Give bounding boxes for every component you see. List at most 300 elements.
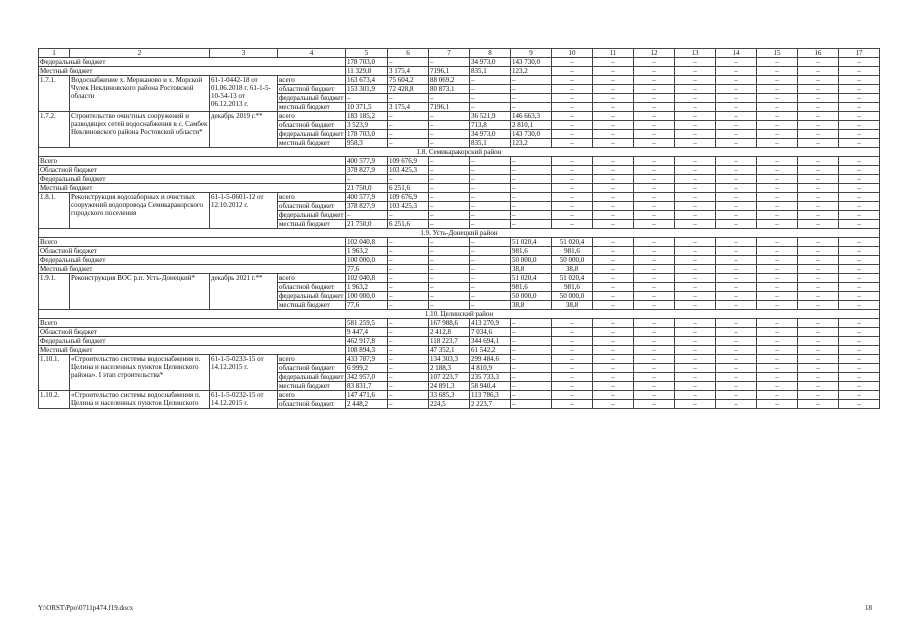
value-cell: – <box>798 292 839 301</box>
value-cell: – <box>757 247 798 256</box>
row-label: Всего <box>39 319 346 328</box>
value-cell: – <box>839 364 880 373</box>
value-cell: – <box>552 373 593 382</box>
value-cell: – <box>511 355 552 364</box>
value-cell: 123,2 <box>511 67 552 76</box>
value-cell: 2 188,3 <box>429 364 470 373</box>
value-cell: – <box>839 337 880 346</box>
column-header: 11 <box>593 49 634 58</box>
value-cell: – <box>429 130 470 139</box>
column-header: 15 <box>757 49 798 58</box>
value-cell: – <box>757 292 798 301</box>
value-cell: – <box>511 382 552 391</box>
summary-row <box>39 157 880 166</box>
value-cell: 7 034,6 <box>470 328 511 337</box>
funding-source: местный бюджет <box>278 301 346 310</box>
value-cell: – <box>757 130 798 139</box>
value-cell: – <box>675 382 716 391</box>
value-cell: – <box>839 103 880 112</box>
value-cell: – <box>716 175 757 184</box>
value-cell: – <box>839 121 880 130</box>
summary-row <box>39 58 880 67</box>
value-cell: – <box>429 283 470 292</box>
value-cell: – <box>593 391 634 400</box>
value-cell: – <box>634 391 675 400</box>
value-cell: – <box>634 175 675 184</box>
summary-row <box>39 319 880 328</box>
value-cell: – <box>634 400 675 409</box>
value-cell: 163 673,4 <box>346 76 388 85</box>
value-cell: – <box>429 121 470 130</box>
value-cell: – <box>798 400 839 409</box>
value-cell: – <box>839 211 880 220</box>
funding-source: местный бюджет <box>278 139 346 148</box>
value-cell: – <box>511 184 552 193</box>
value-cell: – <box>634 220 675 229</box>
value-cell: – <box>511 346 552 355</box>
value-cell: – <box>716 211 757 220</box>
value-cell: – <box>675 319 716 328</box>
value-cell: – <box>593 211 634 220</box>
value-cell: – <box>839 166 880 175</box>
value-cell: – <box>593 85 634 94</box>
value-cell: – <box>839 184 880 193</box>
item-name: «Строительство системы водоснабжения п. Целина и населенных пунктов Целинского района». I этап строительства* <box>70 355 210 391</box>
value-cell: – <box>716 103 757 112</box>
funding-source: федеральный бюджет <box>278 292 346 301</box>
value-cell: – <box>798 319 839 328</box>
value-cell: – <box>798 112 839 121</box>
item-name: Реконструкция водозаборных и очистных сооружений водопровода Семикаракорского городского поселения <box>70 193 210 229</box>
value-cell: – <box>757 67 798 76</box>
value-cell: – <box>634 355 675 364</box>
value-cell: – <box>388 265 429 274</box>
value-cell: – <box>839 58 880 67</box>
value-cell: – <box>470 238 511 247</box>
value-cell: – <box>798 373 839 382</box>
value-cell: – <box>593 166 634 175</box>
value-cell: – <box>716 247 757 256</box>
value-cell: – <box>552 211 593 220</box>
value-cell: – <box>634 202 675 211</box>
value-cell: 50 000,0 <box>552 256 593 265</box>
summary-row <box>39 67 880 76</box>
row-label: Местный бюджет <box>39 265 346 274</box>
value-cell: – <box>716 301 757 310</box>
value-cell: – <box>757 85 798 94</box>
value-cell: 143 730,0 <box>511 130 552 139</box>
value-cell: – <box>388 58 429 67</box>
value-cell: – <box>757 157 798 166</box>
value-cell: 51 020,4 <box>552 238 593 247</box>
value-cell: – <box>470 202 511 211</box>
value-cell: – <box>511 166 552 175</box>
value-cell: – <box>839 175 880 184</box>
value-cell: – <box>757 373 798 382</box>
value-cell: – <box>634 265 675 274</box>
value-cell: – <box>634 166 675 175</box>
value-cell: – <box>388 346 429 355</box>
value-cell: – <box>552 337 593 346</box>
value-cell: – <box>552 139 593 148</box>
value-cell: 7196,1 <box>429 103 470 112</box>
value-cell: – <box>634 346 675 355</box>
value-cell: 36 521,9 <box>470 112 511 121</box>
row-label: Федеральный бюджет <box>39 58 346 67</box>
value-cell: – <box>388 328 429 337</box>
value-cell: – <box>552 346 593 355</box>
value-cell: 2 223,7 <box>470 400 511 409</box>
value-cell: 33 685,3 <box>429 391 470 400</box>
value-cell: 134 303,3 <box>429 355 470 364</box>
section-title: 1.8. Семикаракорский район <box>39 148 880 157</box>
value-cell: – <box>593 67 634 76</box>
value-cell: – <box>757 175 798 184</box>
value-cell: – <box>839 193 880 202</box>
value-cell: – <box>593 112 634 121</box>
funding-source: областной бюджет <box>278 85 346 94</box>
table-row <box>39 112 880 121</box>
value-cell: 378 827,9 <box>346 166 388 175</box>
column-header: 7 <box>429 49 470 58</box>
value-cell: – <box>675 292 716 301</box>
value-cell: 462 917,8 <box>346 337 388 346</box>
column-header-row <box>39 49 880 58</box>
value-cell: – <box>593 328 634 337</box>
budget-table <box>38 48 880 409</box>
value-cell: – <box>839 391 880 400</box>
value-cell: – <box>511 391 552 400</box>
value-cell: – <box>388 121 429 130</box>
column-header: 14 <box>716 49 757 58</box>
value-cell: – <box>429 274 470 283</box>
value-cell: – <box>798 346 839 355</box>
value-cell: – <box>716 202 757 211</box>
value-cell: 118 223,7 <box>429 337 470 346</box>
value-cell: 413 270,9 <box>470 319 511 328</box>
row-label: Областной бюджет <box>39 328 346 337</box>
item-number: 1.9.1. <box>39 274 70 310</box>
value-cell: – <box>675 337 716 346</box>
funding-source: всего <box>278 274 346 283</box>
value-cell: – <box>634 103 675 112</box>
value-cell: – <box>798 256 839 265</box>
value-cell: – <box>798 121 839 130</box>
value-cell: – <box>429 139 470 148</box>
value-cell: – <box>593 319 634 328</box>
value-cell: – <box>552 112 593 121</box>
value-cell: 153 301,9 <box>346 85 388 94</box>
value-cell: – <box>552 202 593 211</box>
value-cell: 400 577,9 <box>346 157 388 166</box>
section-row <box>39 148 880 157</box>
value-cell: 102 040,8 <box>346 238 388 247</box>
value-cell: – <box>593 103 634 112</box>
value-cell: – <box>675 94 716 103</box>
value-cell: – <box>593 301 634 310</box>
value-cell: – <box>716 265 757 274</box>
value-cell: – <box>552 94 593 103</box>
value-cell: – <box>757 121 798 130</box>
column-header: 13 <box>675 49 716 58</box>
value-cell: 143 730,0 <box>511 58 552 67</box>
value-cell: 6 999,2 <box>346 364 388 373</box>
value-cell: – <box>798 265 839 274</box>
value-cell: – <box>593 283 634 292</box>
value-cell: 123,2 <box>511 139 552 148</box>
value-cell: 299 484,6 <box>470 355 511 364</box>
value-cell: – <box>839 301 880 310</box>
value-cell: 50 000,0 <box>511 292 552 301</box>
value-cell: – <box>388 94 429 103</box>
column-header: 5 <box>346 49 388 58</box>
value-cell: 835,1 <box>470 139 511 148</box>
value-cell: – <box>470 157 511 166</box>
value-cell: – <box>388 364 429 373</box>
value-cell: – <box>388 283 429 292</box>
value-cell: – <box>675 103 716 112</box>
value-cell: 146 663,3 <box>511 112 552 121</box>
value-cell: – <box>839 85 880 94</box>
value-cell: – <box>839 112 880 121</box>
value-cell: 3 175,4 <box>388 67 429 76</box>
value-cell: – <box>388 355 429 364</box>
value-cell: 224,5 <box>429 400 470 409</box>
value-cell: – <box>552 58 593 67</box>
value-cell: – <box>716 76 757 85</box>
value-cell: – <box>757 301 798 310</box>
value-cell: 108 894,3 <box>346 346 388 355</box>
value-cell: – <box>757 400 798 409</box>
funding-source: федеральный бюджет <box>278 373 346 382</box>
value-cell: – <box>675 76 716 85</box>
value-cell: – <box>470 94 511 103</box>
value-cell: 51 020,4 <box>552 274 593 283</box>
value-cell: – <box>388 382 429 391</box>
value-cell: – <box>346 94 388 103</box>
value-cell: 51 020,4 <box>511 274 552 283</box>
column-header: 1 <box>39 49 70 58</box>
value-cell: – <box>552 355 593 364</box>
value-cell: – <box>552 175 593 184</box>
value-cell: – <box>757 211 798 220</box>
value-cell: – <box>552 103 593 112</box>
value-cell: – <box>511 400 552 409</box>
value-cell: – <box>552 121 593 130</box>
summary-row <box>39 346 880 355</box>
value-cell: – <box>388 292 429 301</box>
value-cell: – <box>675 139 716 148</box>
value-cell: – <box>429 247 470 256</box>
value-cell: – <box>552 319 593 328</box>
summary-row <box>39 184 880 193</box>
value-cell: – <box>634 157 675 166</box>
value-cell: – <box>716 364 757 373</box>
value-cell: – <box>511 103 552 112</box>
value-cell: – <box>429 301 470 310</box>
value-cell: – <box>675 238 716 247</box>
value-cell: – <box>798 94 839 103</box>
value-cell: – <box>470 166 511 175</box>
value-cell: 107 223,7 <box>429 373 470 382</box>
value-cell: – <box>634 301 675 310</box>
value-cell: – <box>511 85 552 94</box>
value-cell: – <box>593 400 634 409</box>
value-cell: – <box>552 220 593 229</box>
value-cell: – <box>593 274 634 283</box>
value-cell: – <box>470 76 511 85</box>
funding-source: всего <box>278 112 346 121</box>
section-title: 1.9. Усть-Донецкий район <box>39 229 880 238</box>
value-cell: – <box>552 85 593 94</box>
value-cell: 981,6 <box>552 283 593 292</box>
value-cell: – <box>798 220 839 229</box>
value-cell: – <box>388 400 429 409</box>
value-cell: 38,8 <box>552 265 593 274</box>
value-cell: – <box>634 292 675 301</box>
value-cell: – <box>798 247 839 256</box>
value-cell: – <box>757 274 798 283</box>
value-cell: – <box>798 139 839 148</box>
value-cell: – <box>429 157 470 166</box>
value-cell: – <box>634 184 675 193</box>
table-row <box>39 355 880 364</box>
value-cell: – <box>470 184 511 193</box>
value-cell: – <box>839 265 880 274</box>
value-cell: 61 542,2 <box>470 346 511 355</box>
value-cell: – <box>429 265 470 274</box>
funding-source: всего <box>278 391 346 400</box>
value-cell: – <box>757 346 798 355</box>
value-cell: – <box>593 94 634 103</box>
row-label: Местный бюджет <box>39 346 346 355</box>
value-cell: – <box>675 166 716 175</box>
value-cell: – <box>675 283 716 292</box>
value-cell: – <box>798 166 839 175</box>
value-cell: – <box>839 247 880 256</box>
item-name: «Строительство системы водоснабжения п. Целина и населенных пунктов Целинского <box>70 391 210 409</box>
value-cell: – <box>757 265 798 274</box>
summary-row <box>39 265 880 274</box>
value-cell: – <box>798 382 839 391</box>
value-cell: – <box>798 76 839 85</box>
value-cell: 77,6 <box>346 301 388 310</box>
item-code: 61-1-5-0232-15 от 14.12.2015 г. <box>210 391 278 409</box>
value-cell: – <box>552 184 593 193</box>
column-header: 17 <box>839 49 880 58</box>
value-cell: – <box>593 220 634 229</box>
value-cell: – <box>757 184 798 193</box>
value-cell: – <box>675 301 716 310</box>
page-number: 18 <box>865 604 872 612</box>
value-cell: – <box>839 238 880 247</box>
funding-source: федеральный бюджет <box>278 130 346 139</box>
value-cell: – <box>511 337 552 346</box>
value-cell: – <box>675 274 716 283</box>
value-cell: – <box>675 130 716 139</box>
value-cell: – <box>511 202 552 211</box>
value-cell: 34 973,0 <box>470 130 511 139</box>
funding-source: всего <box>278 193 346 202</box>
value-cell: – <box>839 220 880 229</box>
value-cell: – <box>388 373 429 382</box>
value-cell: 83 831,7 <box>346 382 388 391</box>
value-cell: – <box>634 373 675 382</box>
value-cell: 342 957,0 <box>346 373 388 382</box>
value-cell: – <box>675 265 716 274</box>
value-cell: – <box>593 184 634 193</box>
column-header: 6 <box>388 49 429 58</box>
row-label: Местный бюджет <box>39 184 346 193</box>
value-cell: – <box>716 193 757 202</box>
value-cell: – <box>593 346 634 355</box>
value-cell: – <box>798 58 839 67</box>
value-cell: – <box>716 355 757 364</box>
value-cell: – <box>716 256 757 265</box>
value-cell: – <box>839 283 880 292</box>
value-cell: – <box>511 94 552 103</box>
value-cell: – <box>470 301 511 310</box>
value-cell: – <box>675 85 716 94</box>
value-cell: – <box>839 202 880 211</box>
value-cell: – <box>716 67 757 76</box>
value-cell: – <box>839 139 880 148</box>
value-cell: – <box>757 220 798 229</box>
value-cell: – <box>839 355 880 364</box>
column-header: 9 <box>511 49 552 58</box>
value-cell: – <box>429 211 470 220</box>
item-code: декабрь 2019 г.** <box>210 112 278 148</box>
value-cell: 713,8 <box>470 121 511 130</box>
value-cell: – <box>552 391 593 400</box>
value-cell: – <box>798 364 839 373</box>
value-cell: – <box>716 346 757 355</box>
funding-source: областной бюджет <box>278 364 346 373</box>
value-cell: – <box>675 175 716 184</box>
value-cell: – <box>470 175 511 184</box>
value-cell: – <box>716 139 757 148</box>
value-cell: – <box>634 85 675 94</box>
value-cell: – <box>511 373 552 382</box>
value-cell: 77,6 <box>346 265 388 274</box>
value-cell: 2 412,8 <box>429 328 470 337</box>
value-cell: – <box>839 319 880 328</box>
column-header: 10 <box>552 49 593 58</box>
value-cell: – <box>388 301 429 310</box>
value-cell: – <box>634 382 675 391</box>
value-cell: – <box>798 175 839 184</box>
column-header: 12 <box>634 49 675 58</box>
value-cell: – <box>757 202 798 211</box>
value-cell: – <box>839 157 880 166</box>
value-cell: – <box>470 292 511 301</box>
value-cell: – <box>552 76 593 85</box>
value-cell: – <box>716 391 757 400</box>
item-code: 61-1-5-0233-15 от 14.12.2015 г. <box>210 355 278 391</box>
value-cell: – <box>757 256 798 265</box>
value-cell: – <box>634 193 675 202</box>
value-cell: – <box>675 211 716 220</box>
item-code: 61-1-0442-18 от 01.06.2018 г. 61-1-5-10-54-13 от 06.12.2013 г. <box>210 76 278 112</box>
value-cell: 102 040,8 <box>346 274 388 283</box>
value-cell: – <box>757 193 798 202</box>
value-cell: – <box>346 175 388 184</box>
value-cell: – <box>552 382 593 391</box>
section-row <box>39 229 880 238</box>
value-cell: – <box>716 94 757 103</box>
section-title: 1.10. Целинский район <box>39 310 880 319</box>
value-cell: – <box>675 67 716 76</box>
